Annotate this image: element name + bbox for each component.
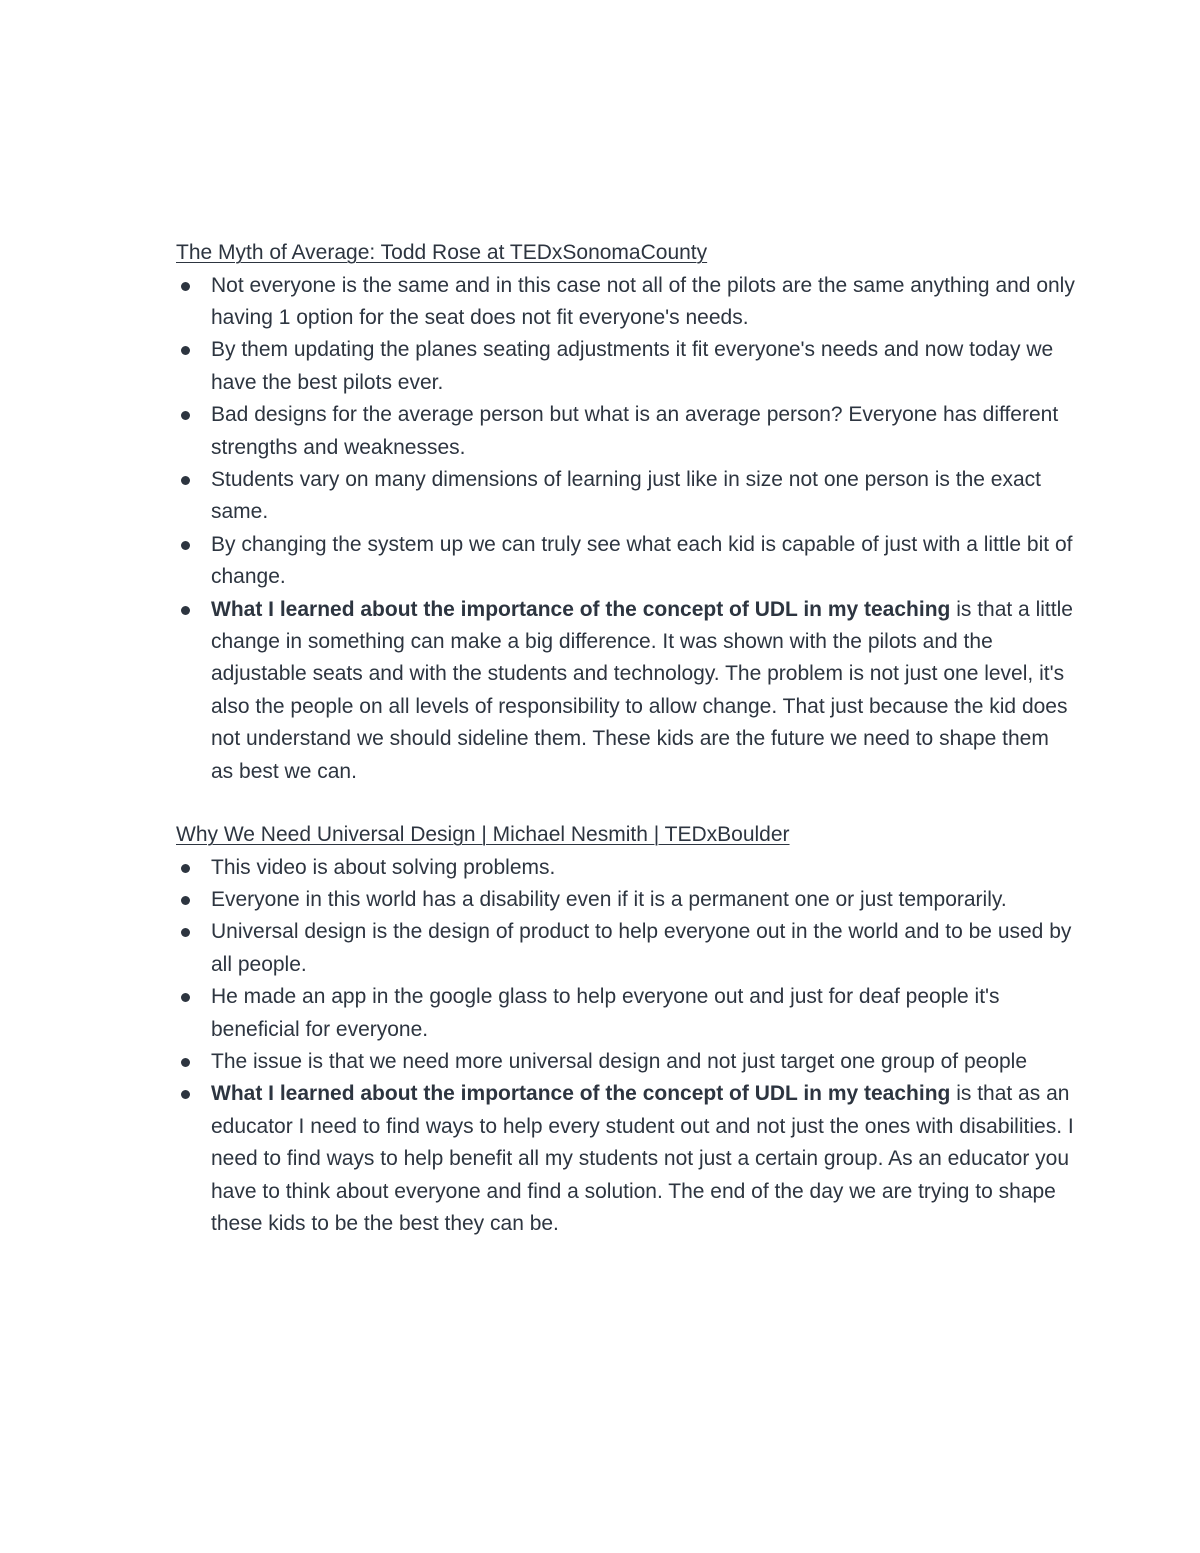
section-universal-design — [176, 819, 1076, 1240]
bullet-text: Universal design is the design of product to help everyone out in the world and to be used by all people. — [211, 920, 1072, 976]
bullet-icon — [181, 476, 190, 485]
bullet-icon — [181, 282, 190, 291]
section-title-link[interactable]: The Myth of Average: Todd Rose at TEDxSonomaCounty — [176, 241, 708, 264]
section-title-link[interactable]: Why We Need Universal Design | Michael Nesmith | TEDxBoulder — [176, 823, 790, 846]
bullet-icon — [181, 993, 190, 1002]
bullet-text: is that as an educator I need to find ways to help every student out and not just the ones with disabilities. I need to find ways to help benefit all my students not just a certain group. As an educator you have to think about everyone and find a solution. The end of the day we are trying to shape these kids to be the best they can be. — [211, 1082, 1074, 1235]
list-item — [176, 916, 1076, 981]
bullet-text: Not everyone is the same and in this case not all of the pilots are the same anything and only having 1 option for the seat does not fit everyone's needs. — [211, 273, 1075, 329]
bullet-icon — [181, 606, 190, 615]
bullet-text: The issue is that we need more universal design and not just target one group of people — [211, 1049, 1028, 1073]
list-item — [176, 529, 1076, 594]
bullet-text: He made an app in the google glass to help everyone out and just for deaf people it's beneficial for everyone. — [211, 985, 1000, 1041]
section-myth-of-average — [176, 237, 1076, 788]
list-item — [176, 1046, 1076, 1078]
bullet-text: By them updating the planes seating adjustments it fit everyone's needs and now today we have the best pilots ever. — [211, 338, 1054, 394]
bullet-icon — [181, 1090, 190, 1099]
list-item — [176, 464, 1076, 529]
bullet-icon — [181, 928, 190, 937]
bullet-list — [176, 852, 1076, 1241]
list-item — [176, 270, 1076, 335]
bullet-text: Bad designs for the average person but what is an average person? Everyone has different strengths and weaknesses. — [211, 403, 1059, 459]
list-item — [176, 1078, 1076, 1240]
bullet-icon — [181, 896, 190, 905]
bullet-bold-lead: What I learned about the importance of the concept of UDL in my teaching — [211, 1082, 951, 1106]
bullet-bold-lead: What I learned about the importance of the concept of UDL in my teaching — [211, 597, 951, 621]
list-item — [176, 852, 1076, 884]
bullet-text: This video is about solving problems. — [211, 855, 556, 879]
list-item — [176, 594, 1076, 788]
bullet-icon — [181, 864, 190, 873]
bullet-text: Everyone in this world has a disability even if it is a permanent one or just temporarily. — [211, 887, 1007, 911]
bullet-text: Students vary on many dimensions of learning just like in size not one person is the exact same. — [211, 467, 1041, 524]
bullet-icon — [181, 541, 190, 550]
list-item — [176, 884, 1076, 916]
bullet-text: is that a little change in something can make a big difference. It was shown with the pilots and the adjustable seats and with the students and technology. The problem is not just one level, it's also the people on all levels of responsibility to allow change. That just because the kid does not understand we should sideline them. These kids are the future we need to shape them as best we can. — [211, 597, 1073, 783]
bullet-icon — [181, 1058, 190, 1067]
list-item — [176, 399, 1076, 464]
list-item — [176, 334, 1076, 399]
bullet-icon — [181, 411, 190, 420]
bullet-text: By changing the system up we can truly see what each kid is capable of just with a little bit of change. — [211, 532, 1073, 589]
list-item — [176, 981, 1076, 1046]
bullet-list — [176, 270, 1076, 789]
bullet-icon — [181, 346, 190, 355]
